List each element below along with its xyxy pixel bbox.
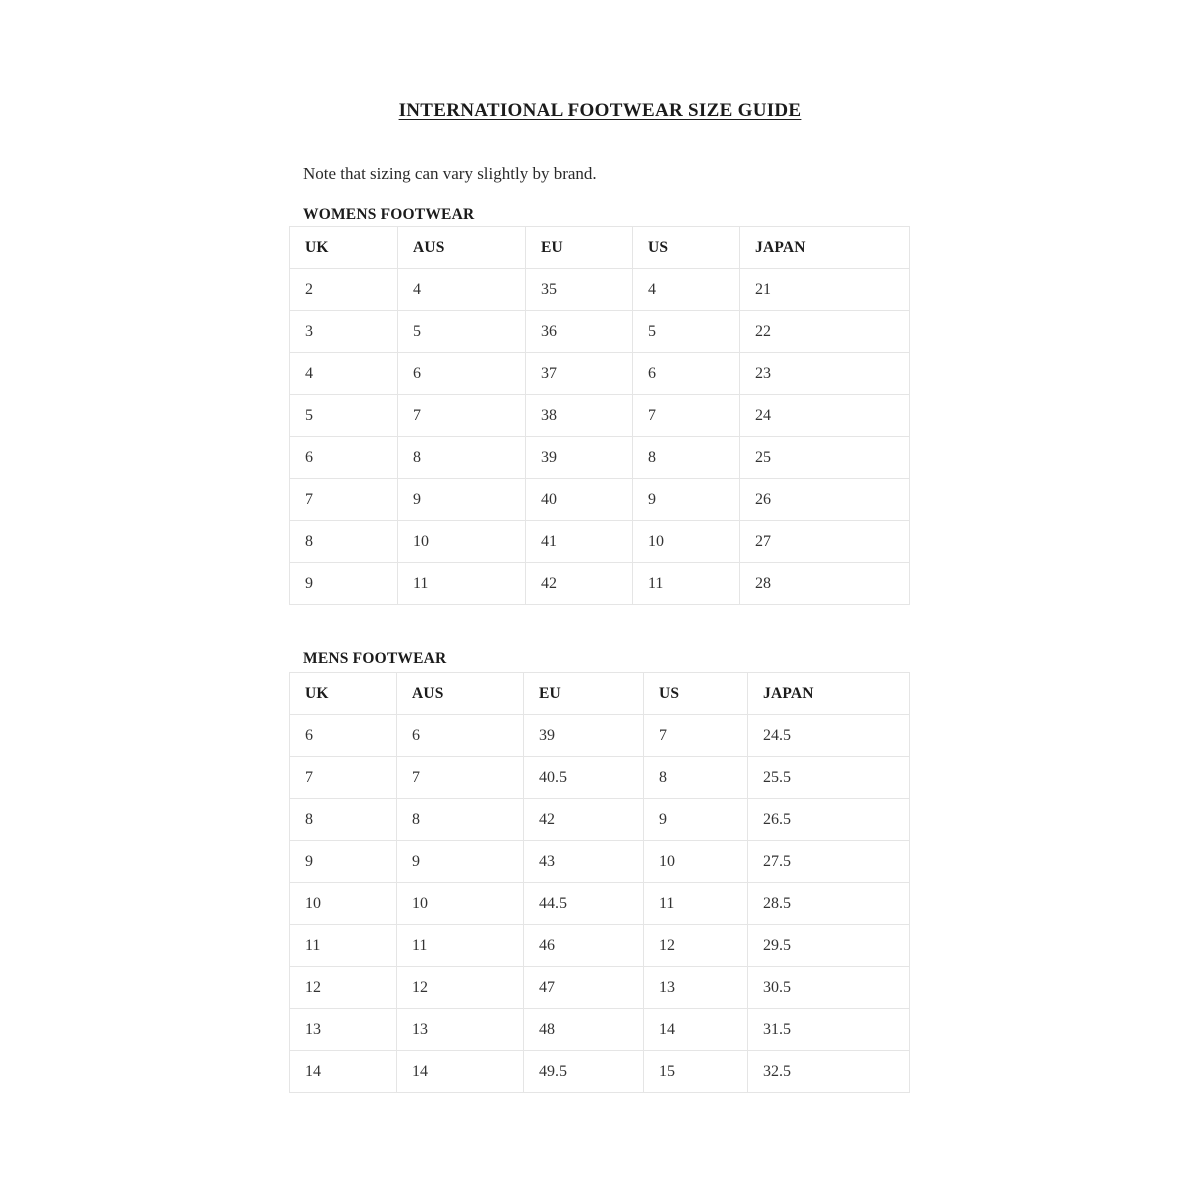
size-cell: 8 — [290, 521, 398, 563]
size-cell: 7 — [644, 715, 748, 757]
size-cell: 8 — [290, 799, 397, 841]
womens-size-table — [289, 226, 910, 605]
size-cell: 27.5 — [748, 841, 910, 883]
table-row — [290, 311, 910, 353]
size-cell: 12 — [644, 925, 748, 967]
size-cell: 8 — [398, 437, 526, 479]
size-cell: 26.5 — [748, 799, 910, 841]
column-header-uk: UK — [290, 227, 398, 269]
size-cell: 48 — [524, 1009, 644, 1051]
mens-section-title: MENS FOOTWEAR — [303, 650, 447, 667]
size-cell: 43 — [524, 841, 644, 883]
size-cell: 13 — [397, 1009, 524, 1051]
table-row — [290, 715, 910, 757]
size-cell: 23 — [740, 353, 910, 395]
size-cell: 47 — [524, 967, 644, 1009]
size-cell: 21 — [740, 269, 910, 311]
size-cell: 35 — [526, 269, 633, 311]
size-cell: 46 — [524, 925, 644, 967]
size-cell: 9 — [633, 479, 740, 521]
size-cell: 9 — [290, 841, 397, 883]
size-cell: 10 — [398, 521, 526, 563]
womens-header-row — [290, 227, 910, 269]
size-cell: 13 — [290, 1009, 397, 1051]
column-header-uk: UK — [290, 673, 397, 715]
table-row — [290, 757, 910, 799]
size-cell: 27 — [740, 521, 910, 563]
table-row — [290, 967, 910, 1009]
table-row — [290, 269, 910, 311]
size-cell: 5 — [398, 311, 526, 353]
table-row — [290, 799, 910, 841]
size-cell: 37 — [526, 353, 633, 395]
size-cell: 11 — [397, 925, 524, 967]
size-cell: 8 — [397, 799, 524, 841]
size-cell: 14 — [397, 1051, 524, 1093]
size-cell: 40 — [526, 479, 633, 521]
size-cell: 9 — [644, 799, 748, 841]
column-header-eu: EU — [526, 227, 633, 269]
size-cell: 5 — [633, 311, 740, 353]
size-cell: 5 — [290, 395, 398, 437]
table-row — [290, 395, 910, 437]
size-cell: 28.5 — [748, 883, 910, 925]
size-cell: 24.5 — [748, 715, 910, 757]
sizing-note: Note that sizing can vary slightly by brand. — [303, 164, 597, 183]
size-cell: 49.5 — [524, 1051, 644, 1093]
table-row — [290, 841, 910, 883]
content-area — [289, 0, 910, 1200]
size-cell: 7 — [633, 395, 740, 437]
table-row — [290, 353, 910, 395]
column-header-us: US — [633, 227, 740, 269]
size-cell: 11 — [398, 563, 526, 605]
size-cell: 44.5 — [524, 883, 644, 925]
size-cell: 7 — [397, 757, 524, 799]
size-cell: 41 — [526, 521, 633, 563]
size-cell: 4 — [633, 269, 740, 311]
table-row — [290, 563, 910, 605]
size-cell: 9 — [290, 563, 398, 605]
size-cell: 28 — [740, 563, 910, 605]
size-cell: 2 — [290, 269, 398, 311]
size-cell: 4 — [398, 269, 526, 311]
size-cell: 25 — [740, 437, 910, 479]
size-cell: 10 — [290, 883, 397, 925]
size-cell: 3 — [290, 311, 398, 353]
size-cell: 7 — [290, 479, 398, 521]
size-cell: 29.5 — [748, 925, 910, 967]
size-cell: 26 — [740, 479, 910, 521]
size-cell: 12 — [397, 967, 524, 1009]
size-cell: 11 — [290, 925, 397, 967]
table-row — [290, 479, 910, 521]
column-header-japan: JAPAN — [740, 227, 910, 269]
table-row — [290, 925, 910, 967]
size-cell: 11 — [644, 883, 748, 925]
size-cell: 14 — [644, 1009, 748, 1051]
size-cell: 32.5 — [748, 1051, 910, 1093]
size-cell: 36 — [526, 311, 633, 353]
size-cell: 42 — [526, 563, 633, 605]
size-cell: 7 — [398, 395, 526, 437]
table-row — [290, 521, 910, 563]
size-cell: 11 — [633, 563, 740, 605]
size-cell: 6 — [397, 715, 524, 757]
size-cell: 9 — [397, 841, 524, 883]
size-cell: 7 — [290, 757, 397, 799]
size-cell: 42 — [524, 799, 644, 841]
column-header-aus: AUS — [398, 227, 526, 269]
size-cell: 30.5 — [748, 967, 910, 1009]
size-cell: 39 — [526, 437, 633, 479]
size-cell: 22 — [740, 311, 910, 353]
size-cell: 6 — [290, 715, 397, 757]
size-cell: 12 — [290, 967, 397, 1009]
size-cell: 8 — [644, 757, 748, 799]
size-cell: 40.5 — [524, 757, 644, 799]
column-header-us: US — [644, 673, 748, 715]
mens-header-row — [290, 673, 910, 715]
page-title: INTERNATIONAL FOOTWEAR SIZE GUIDE — [398, 100, 802, 121]
size-cell: 25.5 — [748, 757, 910, 799]
size-cell: 31.5 — [748, 1009, 910, 1051]
womens-section-title: WOMENS FOOTWEAR — [303, 206, 475, 223]
size-cell: 38 — [526, 395, 633, 437]
table-row — [290, 437, 910, 479]
size-cell: 8 — [633, 437, 740, 479]
size-cell: 10 — [633, 521, 740, 563]
size-cell: 39 — [524, 715, 644, 757]
column-header-eu: EU — [524, 673, 644, 715]
size-cell: 10 — [397, 883, 524, 925]
size-cell: 14 — [290, 1051, 397, 1093]
column-header-aus: AUS — [397, 673, 524, 715]
table-row — [290, 1009, 910, 1051]
size-cell: 4 — [290, 353, 398, 395]
size-cell: 13 — [644, 967, 748, 1009]
table-row — [290, 883, 910, 925]
size-cell: 10 — [644, 841, 748, 883]
mens-size-table — [289, 672, 910, 1093]
size-cell: 24 — [740, 395, 910, 437]
size-cell: 15 — [644, 1051, 748, 1093]
table-row — [290, 1051, 910, 1093]
size-cell: 6 — [633, 353, 740, 395]
size-cell: 6 — [290, 437, 398, 479]
size-cell: 9 — [398, 479, 526, 521]
size-cell: 6 — [398, 353, 526, 395]
column-header-japan: JAPAN — [748, 673, 910, 715]
